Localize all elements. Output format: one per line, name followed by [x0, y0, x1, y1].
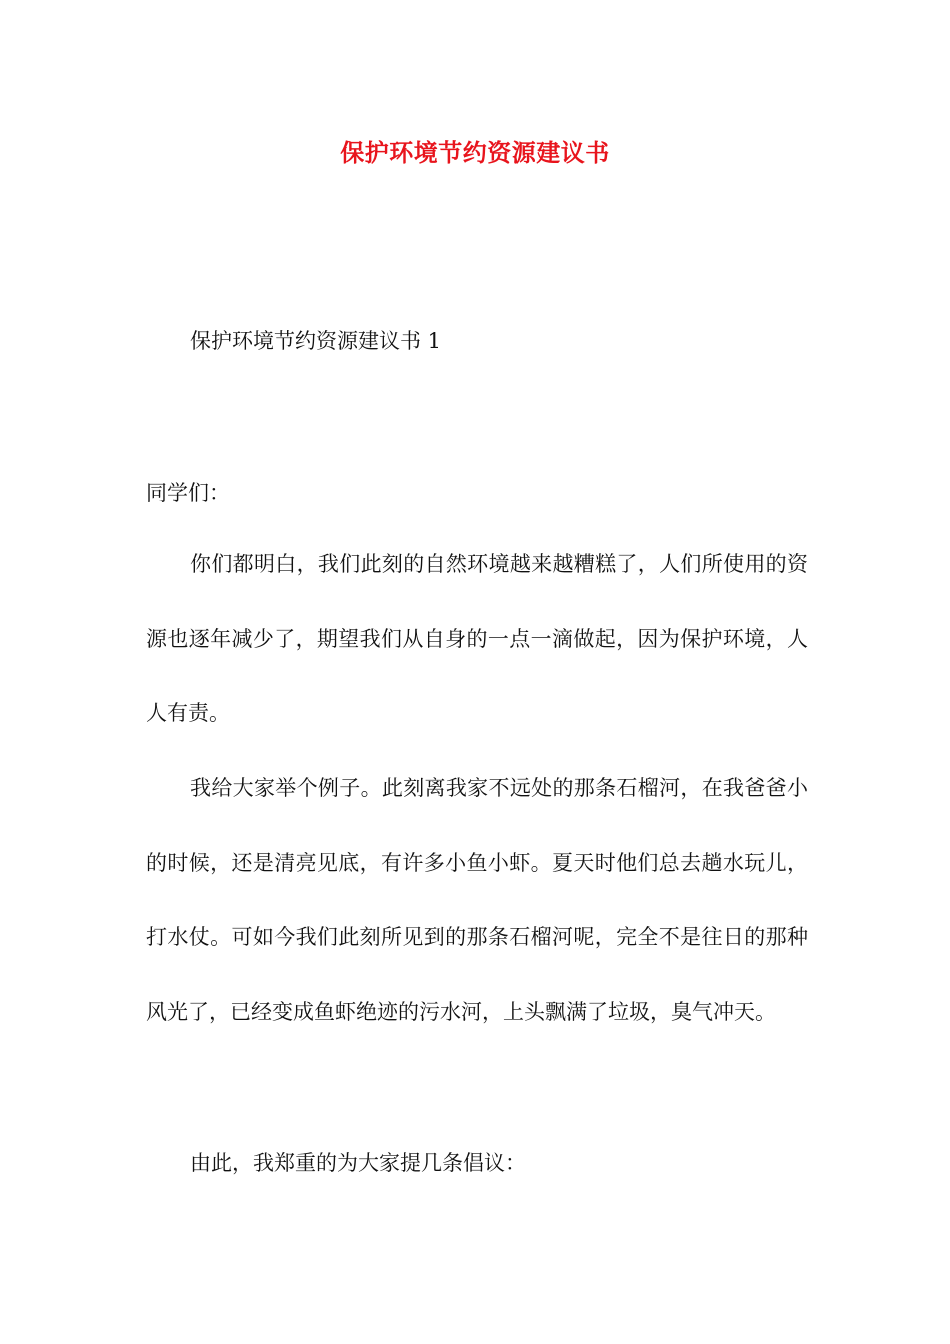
document-title: 保护环境节约资源建议书 — [340, 138, 610, 167]
document-subtitle: 保护环境节约资源建议书 1 — [190, 329, 442, 353]
body-paragraph: 你们都明白，我们此刻的自然环境越来越糟糕了，人们所使用的资源也逐年减少了，期望我们从自身的一点一滴做起，因为保护环境，人人有责。 — [146, 552, 808, 725]
body-paragraph: 由此，我郑重的为大家提几条倡议： — [190, 1151, 526, 1175]
body-paragraph: 我给大家举个例子。此刻离我家不远处的那条石榴河，在我爸爸小的时候，还是清亮见底，有许多小鱼小虾。夏天时他们总去趟水玩儿，打水仗。可如今我们此刻所见到的那条石榴河呢，完全不是往日的那种风光了，已经变成鱼虾绝迹的污水河，上头飘满了垃圾，臭气冲天。 — [146, 776, 808, 1024]
greeting: 同学们： — [146, 481, 230, 505]
